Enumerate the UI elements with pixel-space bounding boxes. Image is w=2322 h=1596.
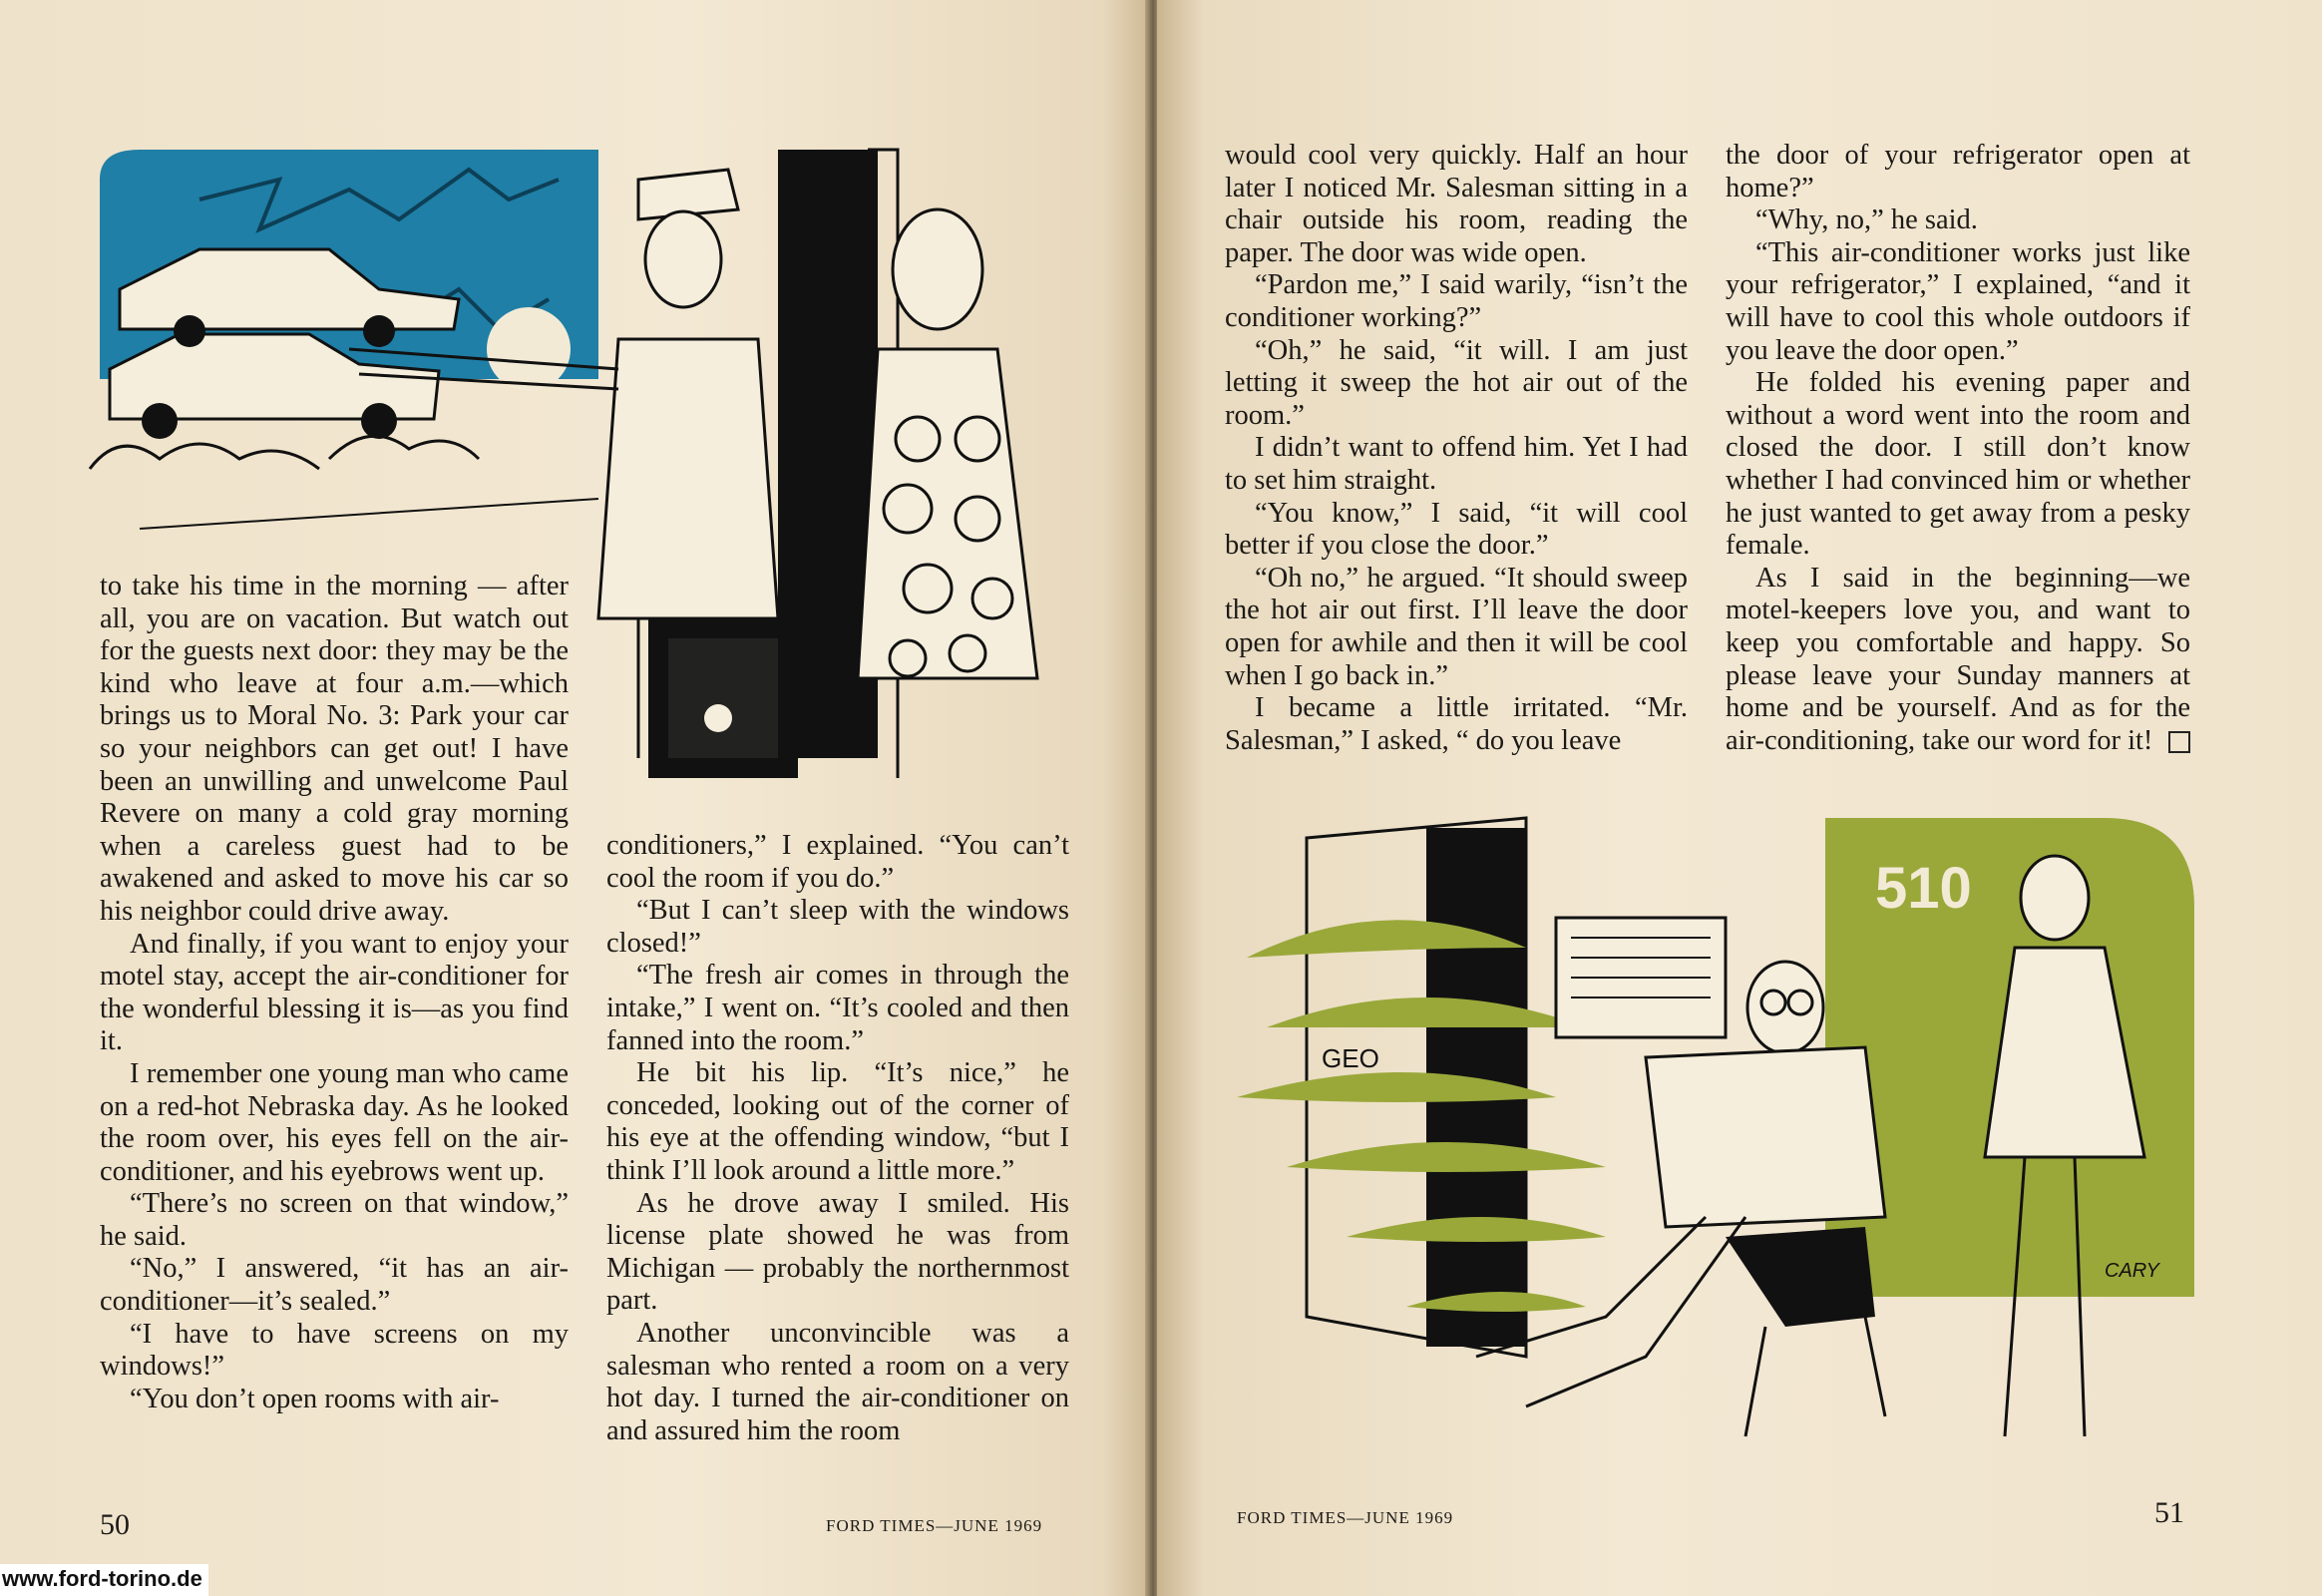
paragraph: to take his time in the morning — after all, you are on vacation. But watch out for the guests next door: they may be the kind who leave at four a.m.—which brings us to Moral No. 3: Park your car so your neighbors can get out! I have been an unwilling and unwelcome Paul Revere on many a cold gray morning when a careless guest had to be awakened and asked to move his car so his neighbor could drive away.: [100, 571, 569, 927]
left-page: [0, 0, 1149, 1596]
paragraph: the door of your refrigerator open at home?”: [1726, 140, 2190, 203]
running-head: FORD TIMES—JUNE 1969: [1237, 1508, 1454, 1527]
room-number: 510: [1875, 856, 1972, 921]
running-head: FORD TIMES—JUNE 1969: [826, 1516, 1043, 1535]
paragraph: “But I can’t sleep with the windows closed!”: [606, 895, 1069, 959]
end-mark-icon: [2168, 731, 2190, 753]
right-column-1: [1225, 140, 1688, 757]
paragraph: “No,” I answered, “it has an air-conditioner—it’s sealed.”: [100, 1253, 569, 1318]
paragraph: I remember one young man who came on a red-hot Nebraska day. As he looked the room over, his eyes fell on the air-conditioner, and his eyebrows went up.: [100, 1057, 569, 1187]
left-column-2: [606, 830, 1069, 1447]
paragraph: would cool very quickly. Half an hour later I noticed Mr. Salesman sitting in a chair outside his room, reading the paper. The door was wide open.: [1225, 140, 1688, 268]
paragraph: “You don’t open rooms with air-: [130, 1383, 500, 1414]
paragraph: And finally, if you want to enjoy your motel stay, accept the air-conditioner for the wonderful blessing it is—as you find it.: [100, 928, 569, 1057]
paragraph: [1726, 563, 2190, 758]
paragraph: conditioners,” I explained. “You can’t cool the room if you do.”: [606, 830, 1069, 894]
paragraph: As he drove away I smiled. His license plate showed he was from Michigan — probably the northernmost part.: [606, 1187, 1069, 1317]
illustration-reading: [1227, 798, 2234, 1486]
paragraph: “Oh,” he said, “it will. I am just letting it sweep the hot air out of the room.”: [1225, 334, 1688, 431]
paragraph: I became a little irritated. “Mr. Salesman,” I asked, “ do you leave: [1225, 692, 1688, 756]
paragraph: “The fresh air comes in through the intake,” I went on. “It’s cooled and then fanned into the room.”: [606, 960, 1069, 1056]
paragraph: Another unconvincible was a salesman who rented a room on a very hot day. I turned the air-conditioner on and assured him the room: [606, 1317, 1069, 1446]
paragraph: “I have to have screens on my windows!”: [100, 1318, 569, 1383]
artist-signature: CARY: [2105, 1260, 2159, 1282]
paragraph: “Oh no,” he argued. “It should sweep the hot air out first. I’ll leave the door open for awhile and then it will be cool when I go back in.”: [1225, 562, 1688, 691]
left-column-1: [100, 571, 569, 1415]
paragraph: “You know,” I said, “it will cool better if you close the door.”: [1225, 497, 1688, 562]
page-number: 50: [100, 1508, 130, 1541]
paragraph: “Why, no,” he said.: [1755, 204, 1978, 236]
paragraph: He bit his lip. “It’s nice,” he conceded, looking out of the corner of his eye at the offending window, “but I think I’ll look around a little more.”: [606, 1057, 1069, 1186]
watermark: www.ford-torino.de: [0, 1564, 208, 1596]
paragraph: He folded his evening paper and without a word went into the room and closed the door. I still don’t know whether I had convinced him or whether he just wanted to get away from a pesky female.: [1726, 367, 2190, 562]
ac-unit-label: GEO: [1322, 1043, 1379, 1073]
paragraph: “This air-conditioner works just like your refrigerator,” I explained, “and it will have to cool this whole outdoors if you leave the door open.”: [1726, 236, 2190, 366]
closing-text: As I said in the beginning—we motel-keepers love you, and want to keep you comfortable and happy. So please leave your Sunday manners at home and be yourself. And as for the air-conditioning, take our word for it!: [1726, 562, 2190, 756]
right-page: [1157, 0, 2322, 1596]
paragraph: I didn’t want to offend him. Yet I had to set him straight.: [1225, 432, 1688, 496]
page-number: 51: [2154, 1496, 2184, 1529]
paragraph: “There’s no screen on that window,” he said.: [100, 1188, 569, 1252]
paragraph: “Pardon me,” I said warily, “isn’t the conditioner working?”: [1225, 269, 1688, 333]
right-column-2: [1726, 140, 2190, 757]
